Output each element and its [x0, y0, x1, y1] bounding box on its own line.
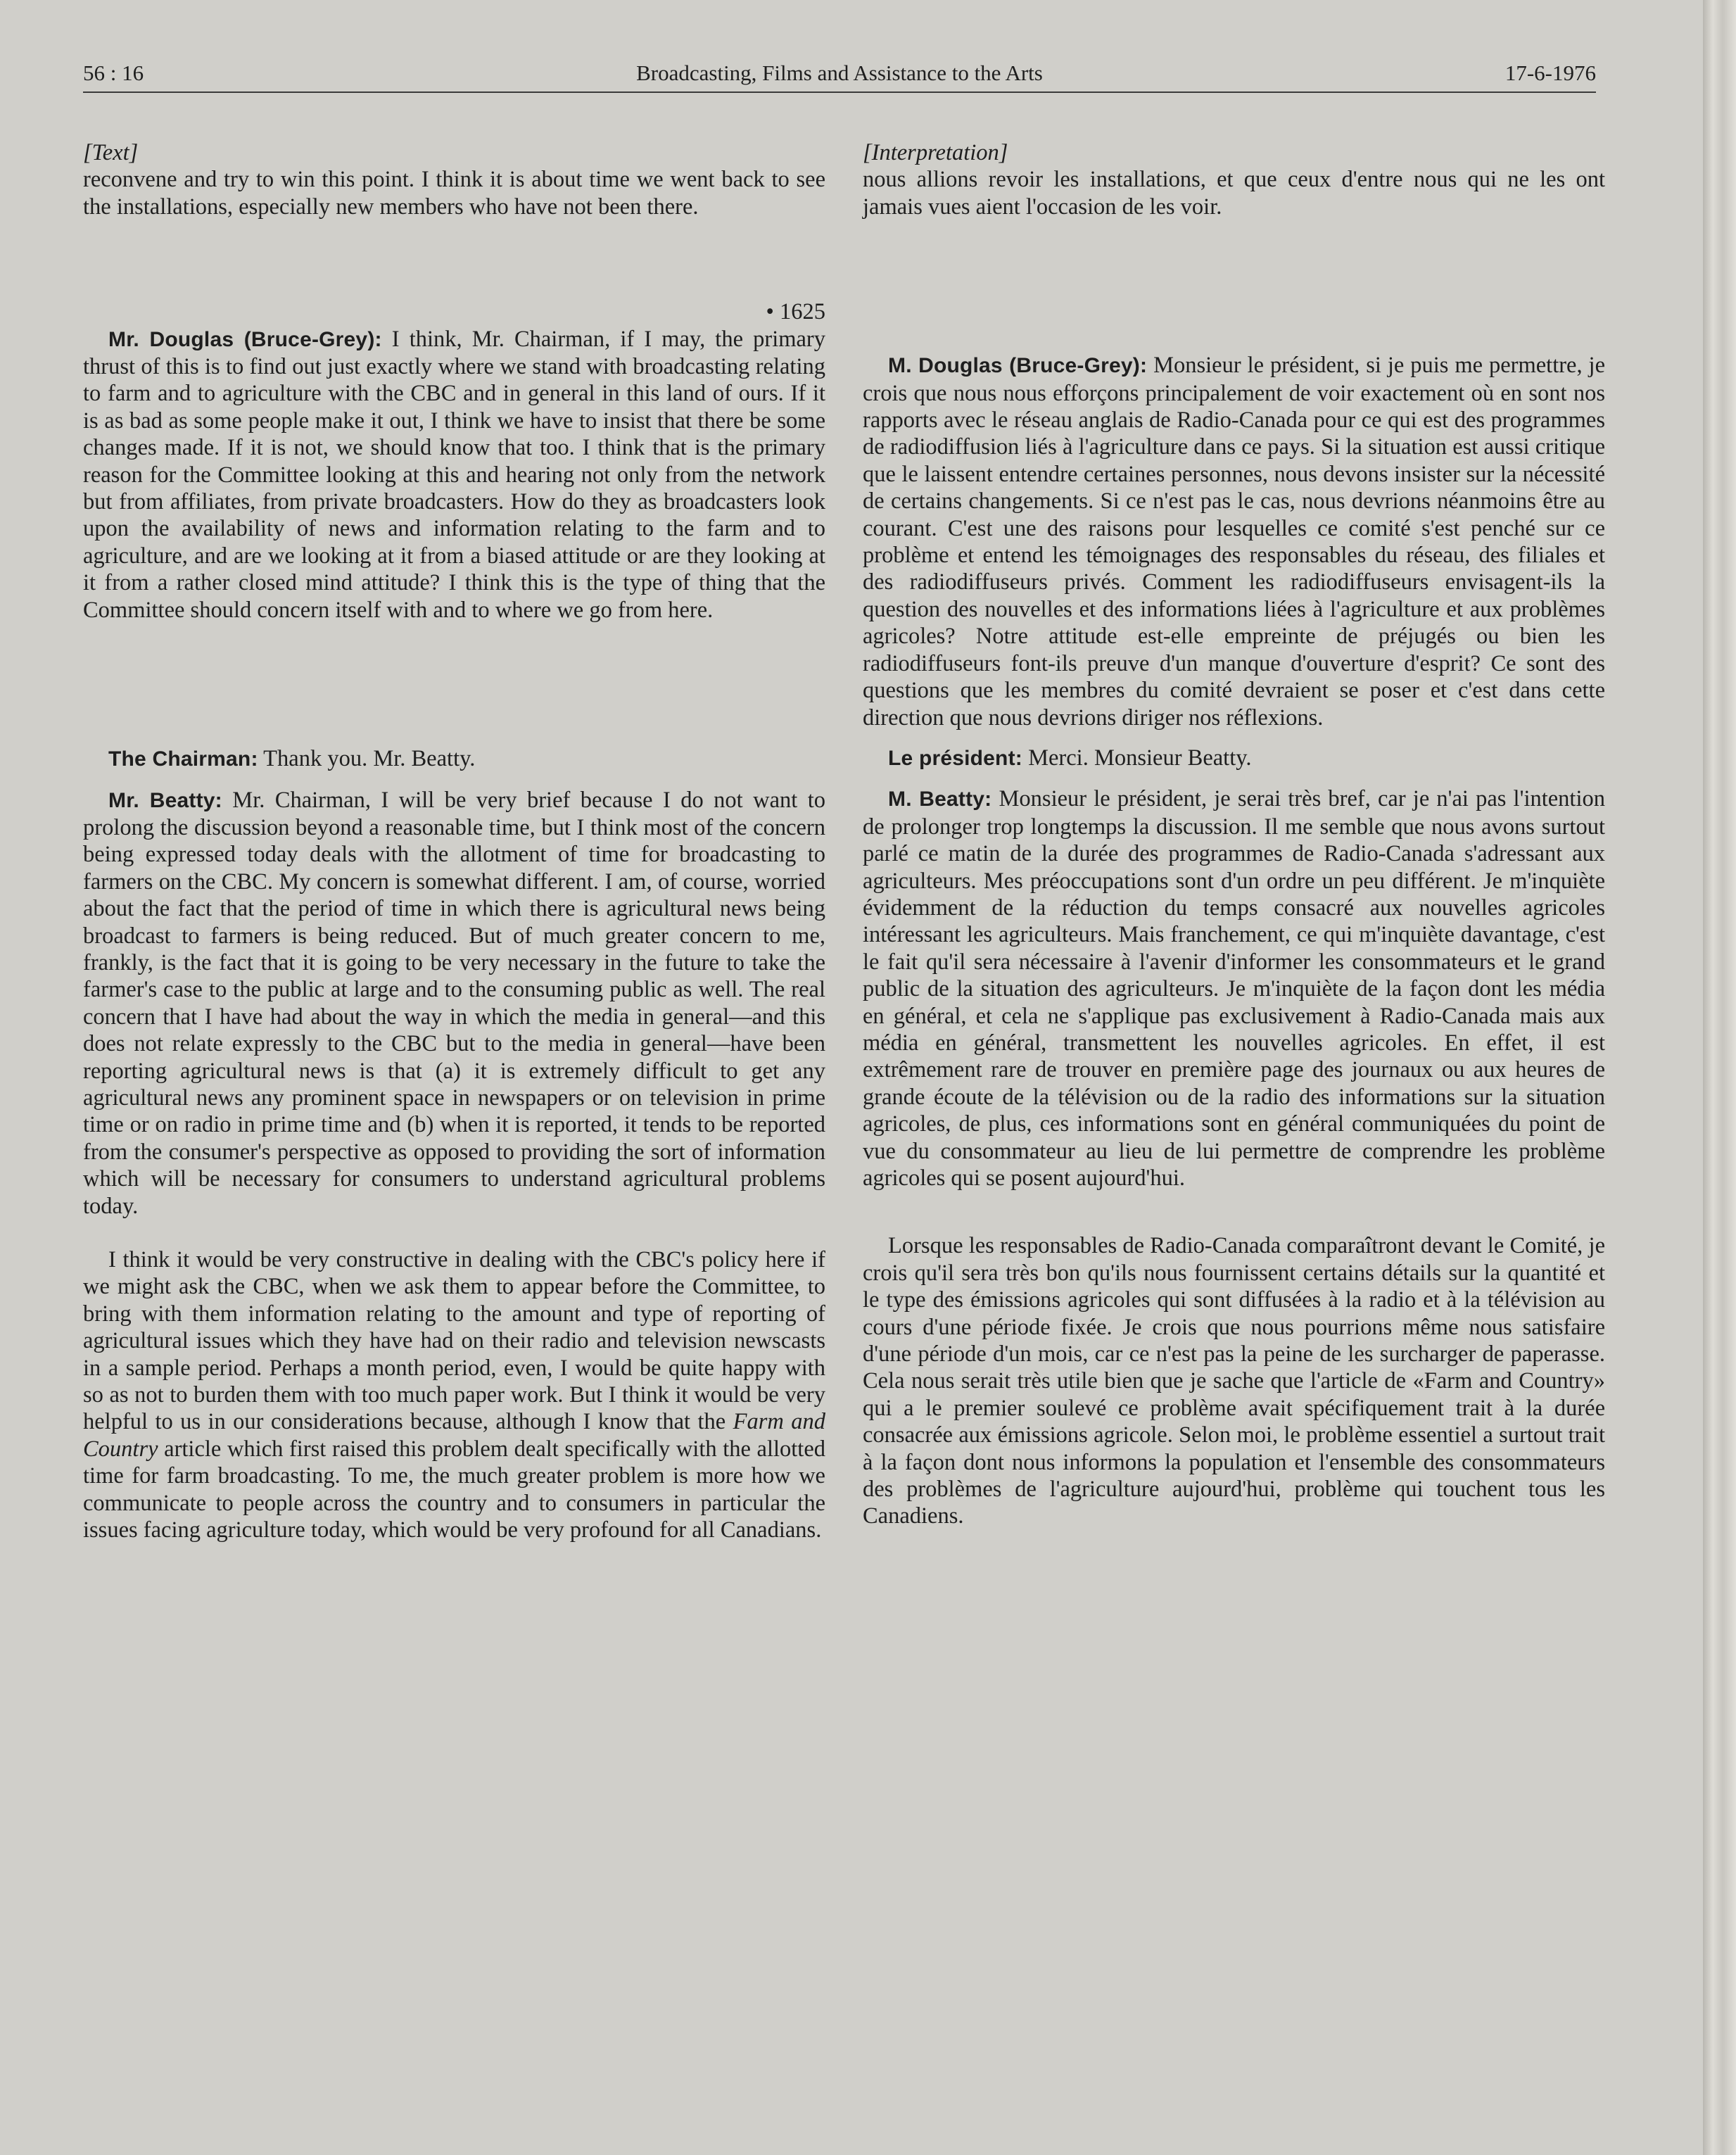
header-rule: [83, 91, 1596, 93]
paragraph-douglas: [83, 326, 825, 624]
speaker-name: The Chairman:: [108, 747, 258, 771]
paragraph-beatty-continued: Lorsque les responsables de Radio-Canada comparaîtront devant le Comité, je crois qu'il sera très bon qu'ils nous fournissent certains détails sur la quantité et le type des émissions agricoles qui sont diffusées à la radio et à la télévision au cours d'une période fixée. Je crois que nous pourrions même nous satisfaire d'une période d'un mois, car ce n'est pas la peine de les surcharger de paperasse. Cela nous serait très utile bien que je sache que l'article de «Farm and Country» qui a le premier soulevé ce problème avait spécifiquement trait à la durée consacrée aux émissions agricole. Selon moi, le problème essentiel a surtout trait à la façon dont nous informons la population et l'ensemble des consommateurs des problèmes de l'agriculture aujourd'hui, problème qui touchent tous les Canadiens.: [863, 1233, 1605, 1529]
running-header: [83, 61, 1596, 93]
page-edge: [1703, 0, 1736, 2155]
speech-text: Mr. Chairman, I will be very brief because I do not want to prolong the discussion beyond a reasonable time, but I think most of the concern being expressed today deals with the allotment of time for broadcasting to farmers on the CBC. My concern is somewhat different. I am, of course, worried about the fact that the period of time in which there is agricultural news being broadcast to farmers is being reduced. But of much greater concern to me, frankly, is the fact that it is going to be very necessary in the future to take the farmer's case to the public at large and to the consuming public as well. The real concern that I have had about the way in which the media in general—and this does not relate expressly to the CBC but to the media in general—have been reporting agricultural news is that (a) it is extremely difficult to get any agricultural news any prominent space in newspapers or on television in prime time or on radio in prime time and (b) when it is reported, it tends to be reported from the consumer's perspective as opposed to providing the sort of information which will be necessary for consumers to understand agricultural problems today.: [83, 787, 825, 1219]
speech-text: I think, Mr. Chairman, if I may, the primary thrust of this is to find out just exactly where we stand with broadcasting relating to farm and to agriculture with the CBC and in general in this land of ours. If it is as bad as some people make it out, I think we have to insist that there be some changes made. If it is not, we should know that too. I think that is the primary reason for the Committee looking at this and hearing not only from the network but from affiliates, from private broadcasters. How do they as broadcasters look upon the availability of news and information relating to the farm and to agriculture, and are we looking at it from a biased attitude or are they looking at it from a rather closed mind attitude? I think this is the type of thing that the Committee should concern itself with and to where we go from here.: [83, 326, 825, 623]
interpretation-label: [Interpretation]: [863, 140, 1008, 165]
publication-title: Farm and Country: [83, 1409, 825, 1462]
speaker-name: Le président:: [888, 746, 1022, 770]
speech-text: Thank you. Mr. Beatty.: [258, 746, 476, 772]
page-number: 56 : 16: [83, 61, 144, 85]
paragraph-douglas: [863, 352, 1605, 731]
speech-text: Monsieur le président, si je puis me permettre, je crois que nous nous efforçons principalement de voir exactement où en sont nos rapports avec le réseau anglais de Radio-Canada pour ce qui est des programmes de radiodiffusion liés à l'agriculture dans ce pays. Si la situation est aussi critique que le laissent entendre certaines personnes, nous devons insister sur la nécessité de certains changements. Si ce n'est pas le cas, nous devrions néanmoins être au courant. C'est une des raisons pour lesquelles ce comité s'est penché sur ce problème et entend les témoignages des responsables du réseau, des filiales et des radiodiffuseurs privés. Comment les radiodiffuseurs envisagent-ils la question des nouvelles et des informations liées à l'agriculture et aux problèmes agricoles? Notre attitude est-elle empreinte de préjugés ou bien les radiodiffuseurs font-ils preuve d'un manque d'ouverture d'esprit? Ce sont des questions que les membres du comité devraient se poser et c'est dans cette direction que nous devrions diriger nos réflexions.: [863, 353, 1606, 731]
speaker-name: Mr. Douglas (Bruce-Grey):: [108, 327, 382, 351]
paragraph-continuation: reconvene and try to win this point. I think it is about time we went back to see the installations, especially new members who have not been there.: [83, 167, 825, 220]
paragraph-president: [863, 745, 1605, 772]
speech-text: Monsieur le président, je serai très bref, car je n'ai pas l'intention de prolonger trop longtemps la discussion. Il me semble que nous avons surtout parlé ce matin de la durée des programmes de Radio-Canada s'adressant aux agriculteurs. Mes préoccupations sont d'un ordre un peu différent. Je m'inquiète évidemment de la réduction du temps consacré aux nouvelles agricoles intéressant les agriculteurs. Mais franchement, ce qui m'inquiète davantage, c'est le fait qu'il sera nécessaire à l'avenir d'informer les consommateurs et le grand public de la situation des agriculteurs. Je m'inquiète de la façon dont les média en général, et cela ne s'applique pas exclusivement à Radio-Canada mais aux média en général, transmettent les nouvelles agricoles. En effet, il est extrêmement rare de trouver en première page des journaux ou aux heures de grande écoute de la télévision ou de la radio des informations sur la situation agricoles, de plus, ces informations sont en général communiquées du point de vue du consommateur au lieu de lui permettre de comprendre les problème agricoles qui se posent aujourd'hui.: [863, 786, 1605, 1191]
french-column: [863, 139, 1605, 1530]
paragraph-beatty: [863, 785, 1605, 1192]
speaker-name: M. Douglas (Bruce-Grey):: [888, 354, 1148, 378]
speaker-name: M. Beatty:: [888, 788, 992, 811]
running-title: Broadcasting, Films and Assistance to the Arts: [636, 61, 1043, 85]
speech-text: Merci. Monsieur Beatty.: [1022, 745, 1252, 771]
paragraph-chairman: [83, 745, 825, 773]
header-date: 17-6-1976: [1504, 61, 1596, 85]
paragraph-continuation: nous allions revoir les installations, et que ceux d'entre nous qui ne les ont jamais vues aient l'occasion de les voir.: [863, 167, 1605, 220]
paragraph-beatty-continued: [83, 1246, 825, 1543]
speech-text: article which first raised this problem dealt specifically with the allotted time for farm broadcasting. To me, the much greater problem is more how we communicate to people across the country and to consumers in particular the issues facing agriculture today, which would be very profound for all Canadians.: [83, 1436, 825, 1543]
time-marker: • 1625: [766, 299, 825, 325]
english-column: [83, 139, 825, 1543]
text-label: [Text]: [83, 140, 139, 165]
speaker-name: Mr. Beatty:: [108, 788, 222, 812]
paragraph-beatty: [83, 787, 825, 1220]
speech-text: I think it would be very constructive in dealing with the CBC's policy here if we might ask the CBC, when we ask them to appear before the Committee, to bring with them information relating to the amount and type of reporting of agricultural issues which they have had on their radio and television newscasts in a sample period. Perhaps a month period, even, I would be quite happy with so as not to burden them with too much paper work. But I think it would be very helpful to us in our considerations because, although I know that the: [83, 1247, 825, 1435]
